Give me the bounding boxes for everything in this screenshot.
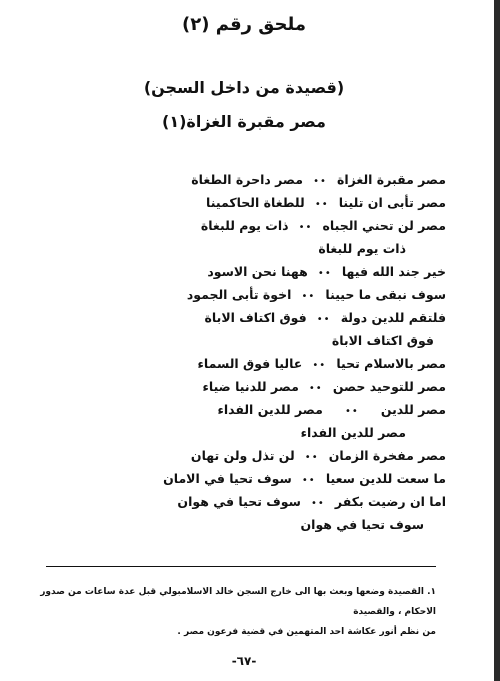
verse-line (36, 214, 446, 237)
page-number: -٦٧- (231, 654, 257, 668)
verse-first-hemistich: اما ان رضيت بكفر (334, 494, 446, 509)
verse-first-hemistich: مصر مفخرة الزمان (328, 448, 446, 463)
verse-first-hemistich: مصر مقبرة الغزاة (336, 172, 446, 187)
verse-second-hemistich: ذات يوم للبغاة (200, 218, 289, 233)
verse-line (36, 283, 446, 306)
verse-separator: •• (314, 199, 329, 210)
verse-first-hemistich: مصر لن تحني الجباه (322, 218, 446, 233)
verse-second-hemistich: اخوة تأبى الجمود (186, 287, 292, 302)
verse-line (36, 467, 446, 490)
verse-separator: •• (316, 314, 331, 325)
poem-verses (36, 168, 446, 536)
verse-line (36, 191, 446, 214)
verse-line (36, 375, 446, 398)
verse-line (36, 260, 446, 283)
verse-first-hemistich: فلتقم للدين دولة (340, 310, 446, 325)
verse-line (36, 444, 446, 467)
verse-separator: •• (313, 176, 327, 187)
verse-separator: •• (301, 291, 316, 302)
verse-second-hemistich: لن تذل ولن تهان (190, 448, 295, 463)
verse-separator: •• (317, 268, 332, 279)
verse-second-hemistich: للطغاة الحاكمينا (206, 195, 305, 210)
verse-first-hemistich: ما سعت للدين سعيا (325, 471, 446, 486)
verse-second-hemistich: مصر للدين الفداء (217, 402, 323, 417)
verse-second-hemistich: سوف تحيا في الامان (163, 471, 292, 486)
verse-separator: •• (308, 383, 323, 394)
verse-separator: •• (304, 452, 319, 463)
verse-second-hemistich: ههنا نحن الاسود (207, 264, 308, 279)
verse-separator: •• (301, 475, 316, 486)
verse-line (36, 490, 446, 513)
verse-first-hemistich: سوف نبقى ما حيينا (325, 287, 446, 302)
poem-title: (قصيدة من داخل السجن) (143, 78, 345, 97)
verse-second-hemistich: سوف تحيا في هوان (177, 494, 301, 509)
verse-refrain: سوف تحيا في هوان (300, 517, 424, 532)
verse-line (36, 398, 446, 421)
verse-separator: •• (298, 222, 313, 233)
appendix-title: ملحق رقم (٢) (182, 14, 306, 35)
verse-second-hemistich: عاليا فوق السماء (197, 356, 303, 371)
verse-first-hemistich: خير جند الله فيها (341, 264, 446, 279)
verse-first-hemistich: مصر تأبى ان تلينا (338, 195, 446, 210)
verse-separator: •• (312, 360, 327, 371)
footnote-line: من نظم أنور عكاشة احد المتهمين في قضية فرعون مصر . (177, 627, 436, 637)
poem-subtitle: مصر مقبرة الغزاة(١) (162, 112, 326, 131)
verse-first-hemistich: مصر للتوحيد حصن (332, 379, 446, 394)
verse-line (36, 352, 446, 375)
footnote-line: ١. القصيدة وضعها وبعث بها الى خارج السجن خالد الاسلامبولي قبل عدة ساعات من صدور الاحكام ، والقصيدة (40, 587, 436, 617)
verse-line (36, 306, 446, 329)
verse-second-hemistich: مصر داحرة الطغاة (191, 172, 303, 187)
verse-first-hemistich: مصر بالاسلام تحيا (336, 356, 446, 371)
verse-refrain: مصر للدين الفداء (300, 425, 406, 440)
verse-line (36, 168, 446, 191)
footnote-divider (46, 566, 436, 567)
verse-first-hemistich: مصر للدين (380, 402, 446, 417)
verse-second-hemistich: فوق اكتاف الاباة (204, 310, 307, 325)
verse-separator: •• (311, 498, 325, 509)
verse-refrain: فوق اكتاف الاباة (331, 333, 434, 348)
verse-separator: •• (344, 406, 359, 417)
footnote (36, 582, 436, 642)
verse-second-hemistich: مصر للدنيا ضياء (202, 379, 299, 394)
verse-refrain: ذات يوم للبغاة (318, 241, 406, 256)
